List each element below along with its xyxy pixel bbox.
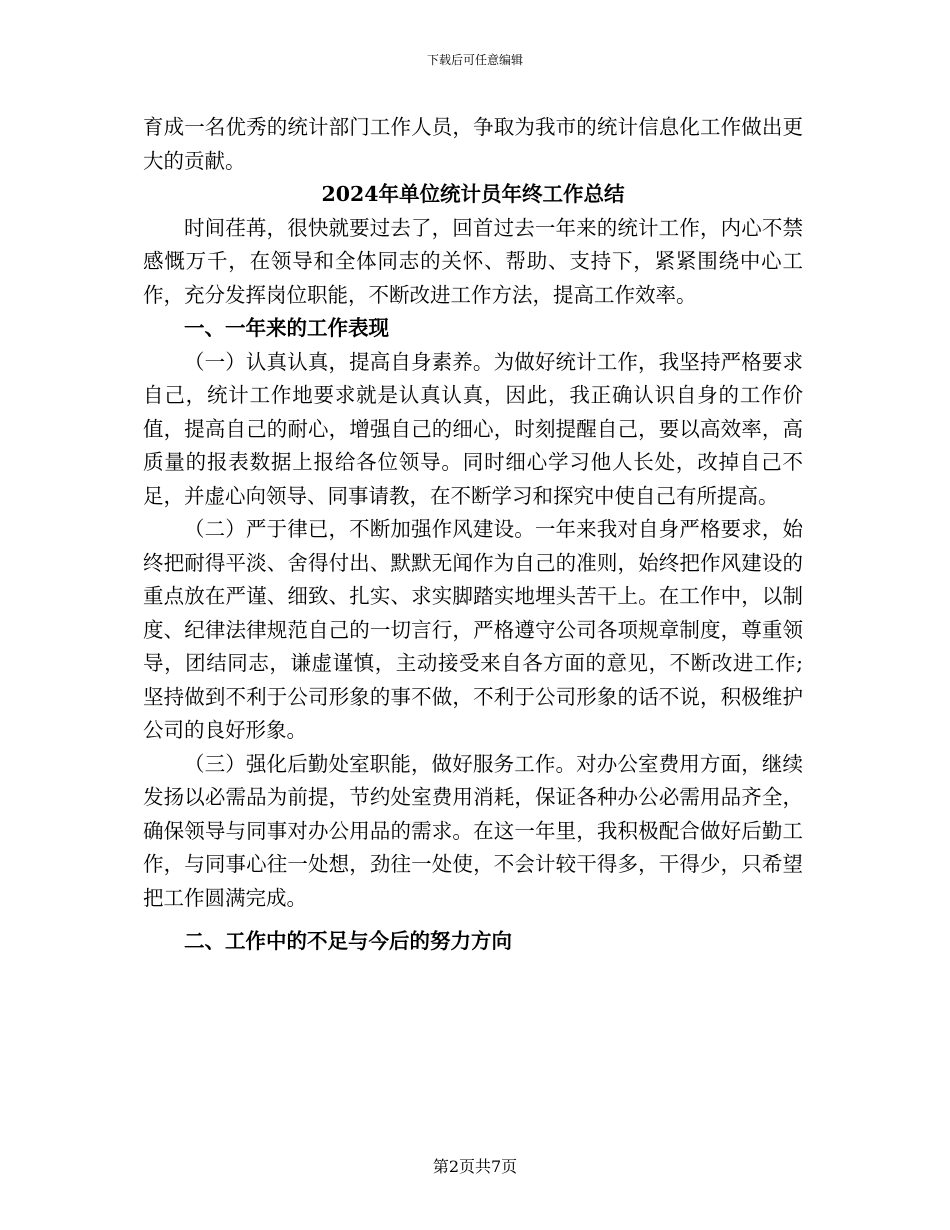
document-body [143, 111, 803, 959]
section-heading-2: 二、工作中的不足与今后的努力方向 [184, 929, 512, 953]
item-paragraph-3: （三）强化后勤处室职能，做好服务工作。对办公室费用方面，继续发扬以必需品为前提，节约处室费用消耗，保证各种办公必需用品齐全，确保领导与同事对办公用品的需求。在这一年里，我积极配合做好后勤工作，与同事心往一处想，劲往一处使，不会计较干得多，干得少，只希望把工作圆满完成。 [143, 751, 803, 910]
header-note: 下载后可任意编辑 [426, 53, 523, 67]
page-header [0, 52, 950, 68]
item-paragraph-2: （二）严于律已，不断加强作风建设。一年来我对自身严格要求，始终把耐得平淡、舍得付出、默默无闻作为自己的准则，始终把作风建设的重点放在严谨、细致、扎实、求实脚踏实地埋头苦干上。在工作中，以制度、纪律法律规范自己的一切言行，严格遵守公司各项规章制度，尊重领导，团结同志，谦虚谨慎，主动接受来自各方面的意见，不断改进工作;坚持做到不利于公司形象的事不做，不利于公司形象的话不说，积极维护公司的良好形象。 [143, 517, 803, 742]
document-title: 2024年单位统计员年终工作总结 [321, 182, 625, 206]
item-paragraph-1: （一）认真认真，提高自身素养。为做好统计工作，我坚持严格要求自己，统计工作地要求就是认真认真，因此，我正确认识自身的工作价值，提高自己的耐心，增强自己的细心，时刻提醒自己，要以高效率，高质量的报表数据上报给各位领导。同时细心学习他人长处，改掉自己不足，并虚心向领导、同事请教，在不断学习和探究中使自己有所提高。 [143, 349, 803, 508]
page-footer [0, 1156, 950, 1178]
lead-paragraph: 育成一名优秀的统计部门工作人员，争取为我市的统计信息化工作做出更大的贡献。 [143, 115, 803, 173]
section-heading-1: 一、一年来的工作表现 [184, 316, 389, 340]
page-number: 第2页共7页 [432, 1157, 518, 1176]
intro-paragraph: 时间荏苒，很快就要过去了，回首过去一年来的统计工作，内心不禁感慨万千，在领导和全体同志的关怀、帮助、支持下，紧紧围绕中心工作，充分发挥岗位职能，不断改进工作方法，提高工作效率。 [143, 215, 803, 307]
